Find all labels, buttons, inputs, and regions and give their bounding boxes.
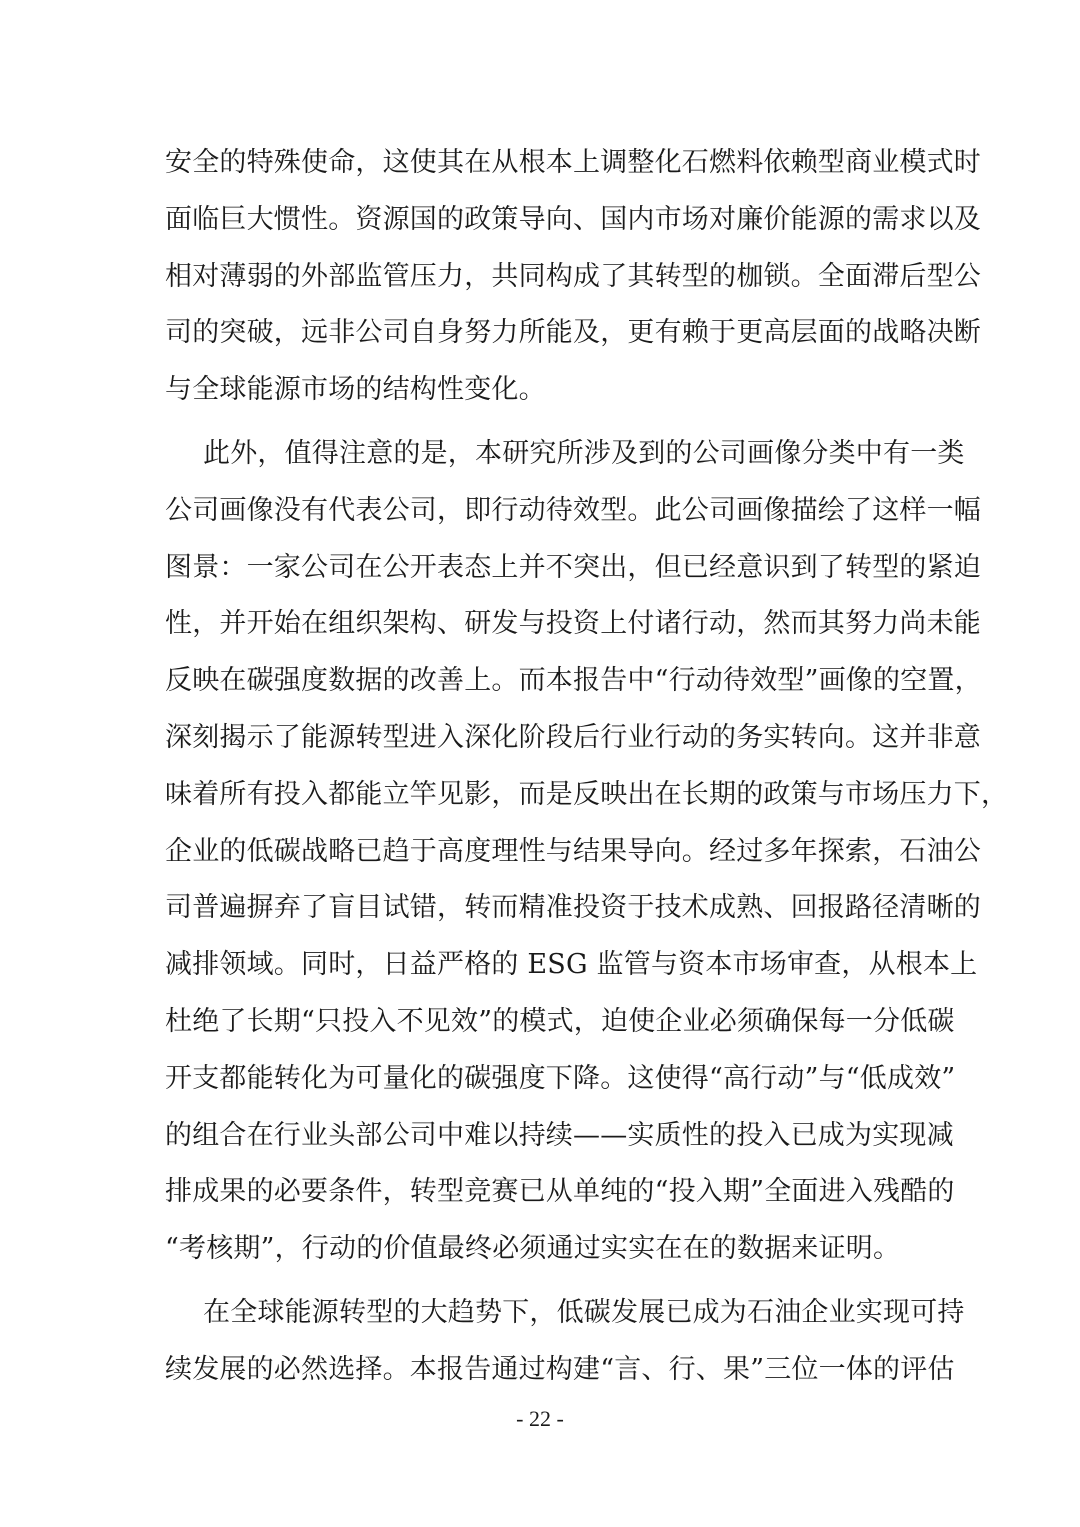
paragraph-gap [165, 1278, 925, 1285]
text-line: 与全球能源市场的结构性变化。 [165, 374, 546, 406]
text-line: 续发展的必然选择。本报告通过构建“言、行、果”三位一体的评估 [165, 1353, 955, 1385]
text-line: 此外，值得注意的是，本研究所涉及到的公司画像分类中有一类 [203, 437, 965, 469]
text-line: 企业的低碳战略已趋于高度理性与结果导向。经过多年探索，石油公 [165, 835, 981, 867]
text-line: 开支都能转化为可量化的碳强度下降。这使得“高行动”与“低成效” [165, 1062, 956, 1094]
text-line: 性，并开始在组织架构、研发与投资上付诸行动，然而其努力尚未能 [165, 608, 981, 640]
text-line: 公司画像没有代表公司，即行动待效型。此公司画像描绘了这样一幅 [165, 494, 981, 526]
text-line: 面临巨大惯性。资源国的政策导向、国内市场对廉价能源的需求以及 [165, 203, 981, 235]
text-line: 相对薄弱的外部监管压力，共同构成了其转型的枷锁。全面滞后型公 [165, 260, 981, 292]
text-line: 在全球能源转型的大趋势下，低碳发展已成为石油企业实现可持 [203, 1296, 965, 1328]
text-line: 反映在碳强度数据的改善上。而本报告中“行动待效型”画像的空置， [165, 665, 982, 697]
page-number: - 22 - [516, 1406, 564, 1431]
text-line: 深刻揭示了能源转型进入深化阶段后行业行动的务实转向。这并非意 [165, 721, 981, 753]
text-line: 的组合在行业头部公司中难以持续——实质性的投入已成为实现减 [165, 1119, 954, 1151]
paragraph-1 [165, 135, 981, 419]
paragraph-2 [165, 426, 1009, 1278]
text-line: 味着所有投入都能立竿见影，而是反映出在长期的政策与市场压力下， [165, 778, 1009, 810]
text-line: 杜绝了长期“只投入不见效”的模式，迫使企业必须确保每一分低碳 [165, 1005, 955, 1037]
text-line: 司普遍摒弃了盲目试错，转而精准投资于技术成熟、回报路径清晰的 [165, 892, 981, 924]
text-line: “考核期”，行动的价值最终必须通过实实在在的数据来证明。 [165, 1233, 901, 1265]
text-line: 司的突破，远非公司自身努力所能及，更有赖于更高层面的战略决断 [165, 317, 981, 349]
body-text [165, 135, 1009, 1399]
text-line: 排成果的必要条件，转型竞赛已从单纯的“投入期”全面进入残酷的 [165, 1176, 955, 1208]
paragraph-3 [165, 1285, 965, 1399]
text-line: 图景：一家公司在公开表态上并不突出，但已经意识到了转型的紧迫 [165, 551, 981, 583]
paragraph-gap [165, 419, 925, 426]
text-line: 安全的特殊使命，这使其在从根本上调整化石燃料依赖型商业模式时 [165, 147, 981, 178]
text-line: 减排领域。同时，日益严格的 ESG 监管与资本市场审查，从根本上 [165, 949, 978, 981]
